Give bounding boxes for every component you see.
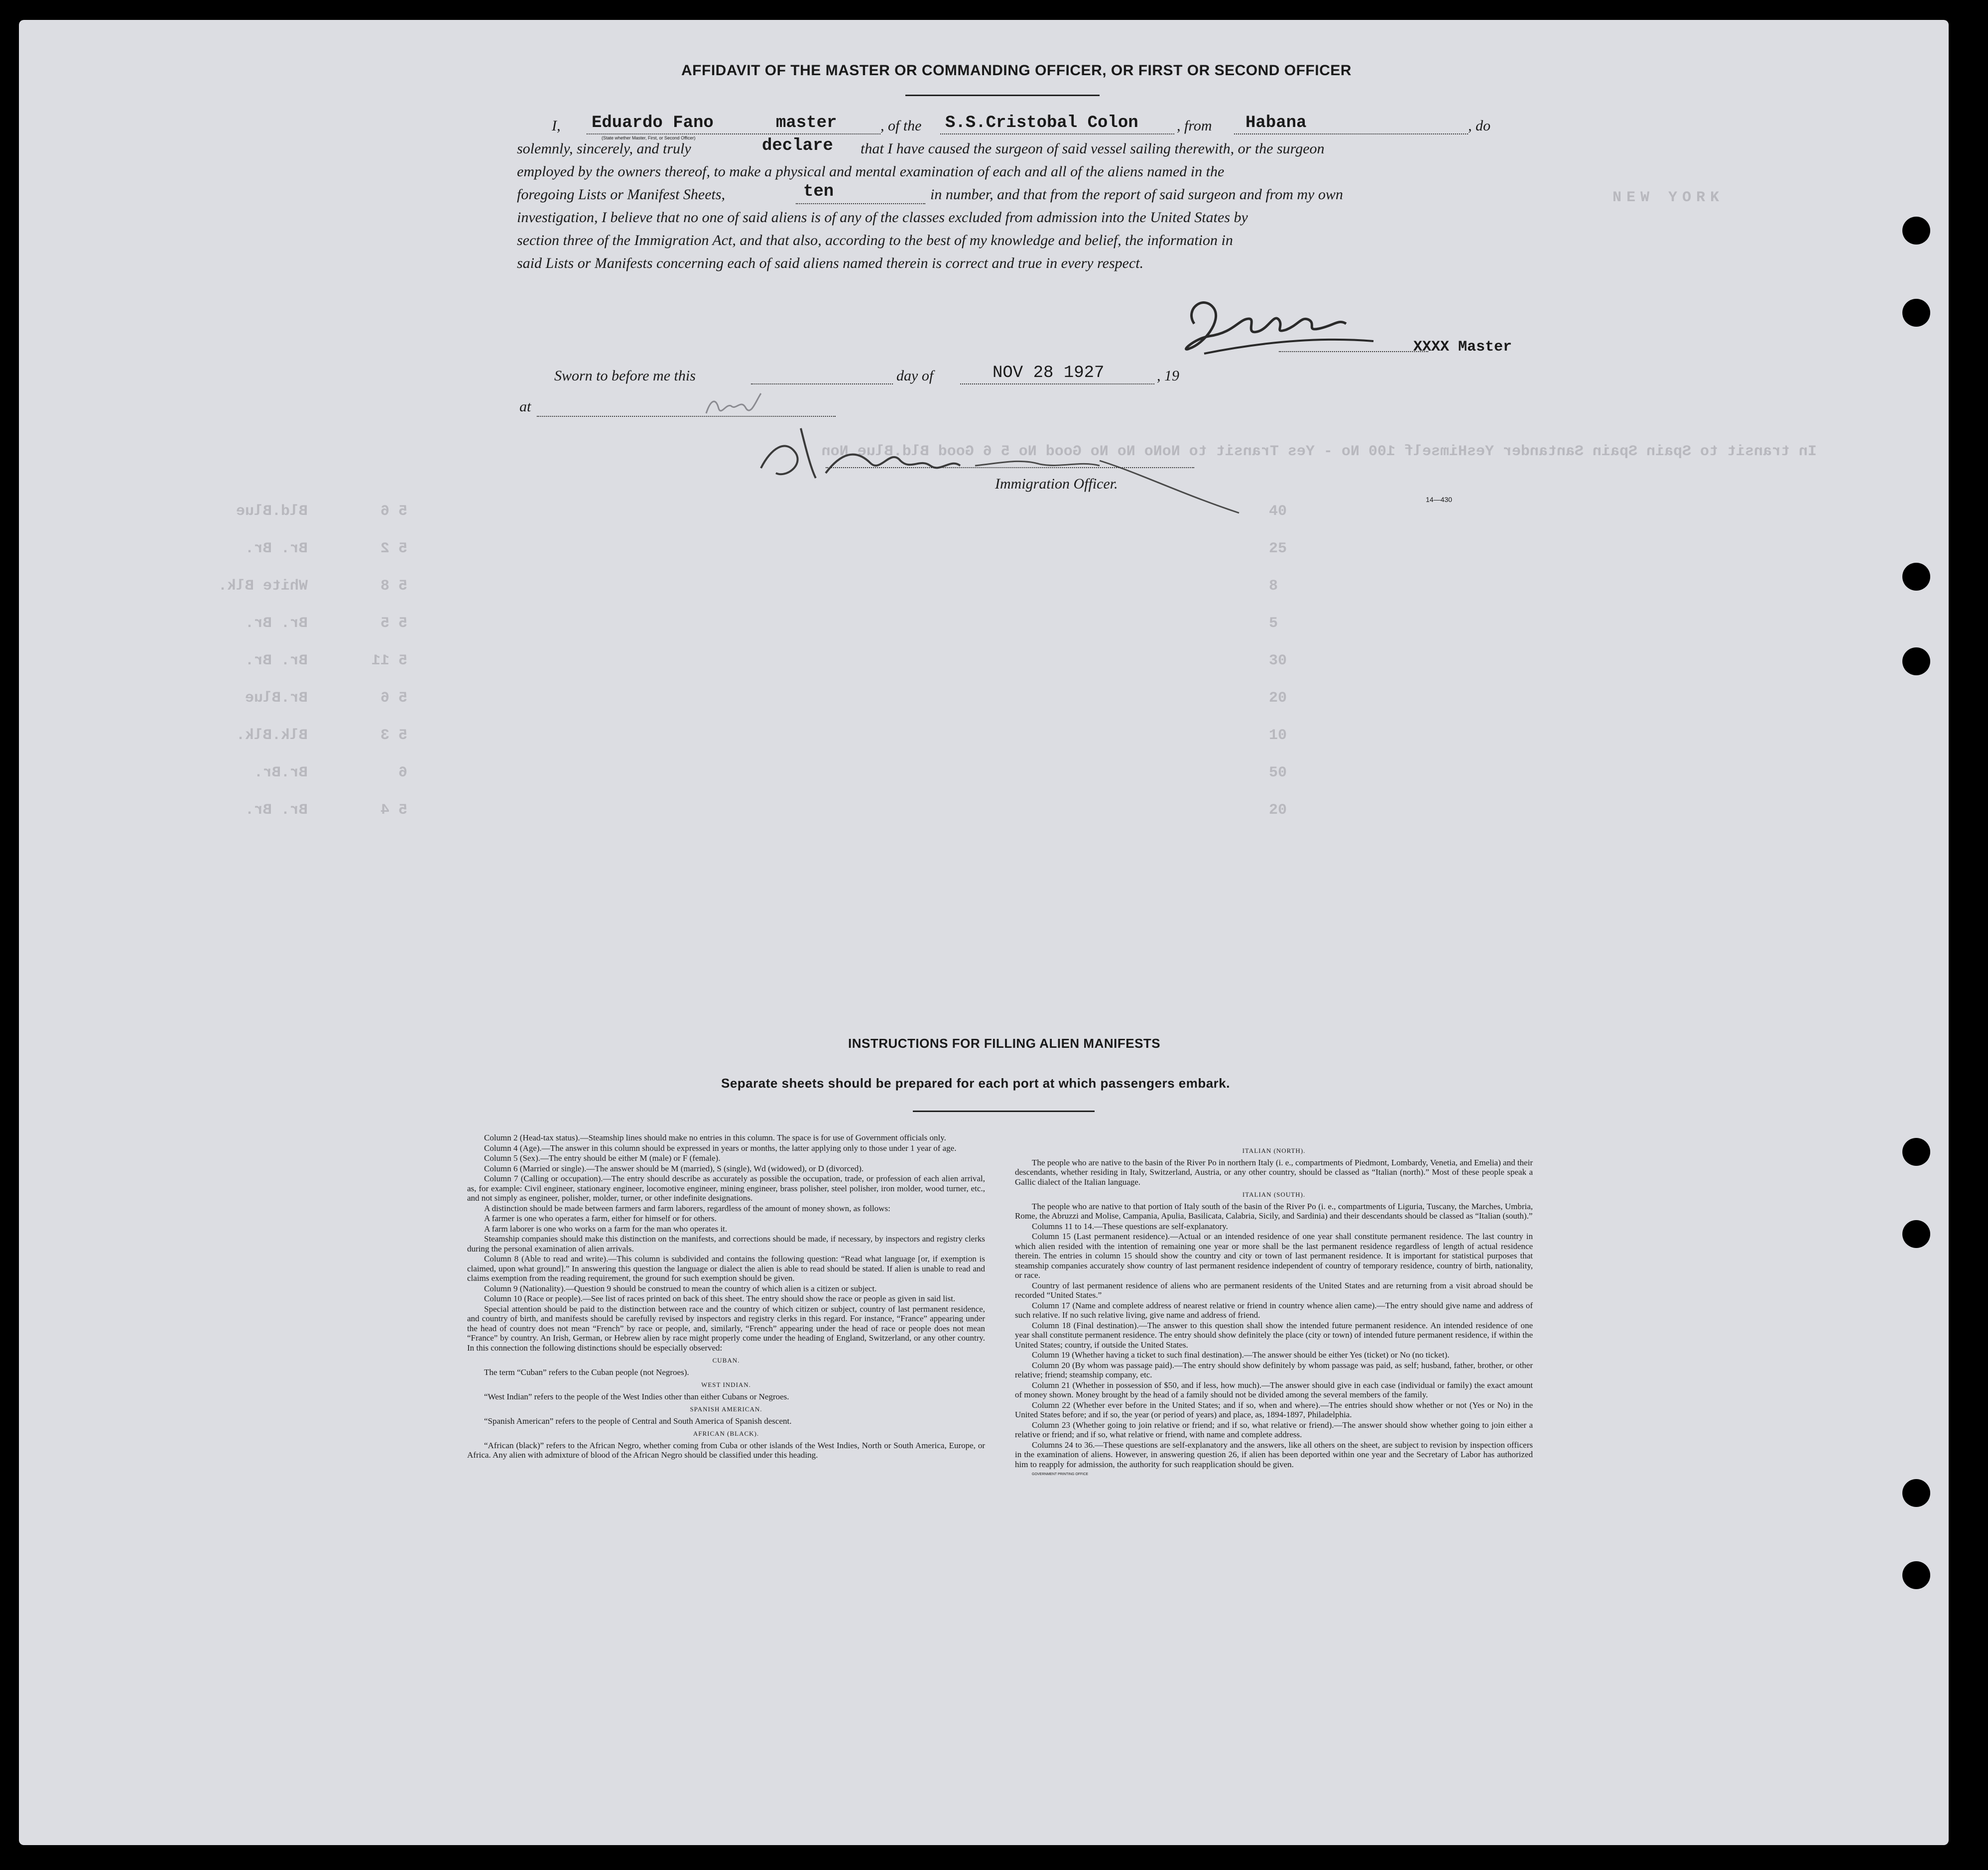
- heading-west-indian: WEST INDIAN.: [701, 1381, 751, 1388]
- def-african: “African (black)” refers to the African Negro, whether coming from Cuba or other islands of the West Indies, North or South America, Europe, or Africa. Any alien with admixture of blood of the African Negro should be classified under this heading.: [467, 1440, 985, 1460]
- instruction-col18: Column 18 (Final destination).—The answer to this question shall show the intended future permanent residence. An intended residence of one year shall constitute permanent residence. The entry should show definitely the place (city or town) of intended future permanent residence, if within the United States; country, if outside the United States.: [1015, 1320, 1533, 1350]
- instruction-col6: Column 6 (Married or single).—The answer should be M (married), S (single), Wd (widowed), or D (divorced).: [484, 1163, 864, 1173]
- instruction-col5: Column 5 (Sex).—The entry should be either M (male) or F (female).: [484, 1153, 721, 1163]
- instructions-divider: [913, 1111, 1095, 1112]
- bleed-row-description: Blk.Blk.: [236, 727, 308, 744]
- instruction-col22: Column 22 (Whether ever before in the United States; and if so, when and where).—The entries should show whether or not (Yes or No) in the United States before; and if so, the year (or period of years) and place, as, 1894-1897, Philadelphia.: [1015, 1400, 1533, 1419]
- from-port: Habana: [1245, 114, 1307, 132]
- bleed-row-number: 50: [1269, 764, 1287, 781]
- bleed-row-description: Br. Br.: [245, 652, 308, 669]
- bleed-header: NEW YORK: [1613, 189, 1725, 206]
- punch-hole: [1902, 1220, 1930, 1248]
- master-signature: [1174, 289, 1383, 364]
- bleed-row-height: 5 2: [380, 540, 407, 557]
- sworn-date-stamp: NOV 28 1927: [993, 364, 1105, 382]
- bleed-row-description: Br. Br.: [245, 615, 308, 632]
- bleed-row-number: 40: [1269, 503, 1287, 520]
- affidavit-line-5: investigation, I believe that no one of said aliens is of any of the classes excluded from admission into the United States by: [517, 209, 1248, 226]
- instruction-col9: Column 9 (Nationality).—Question 9 should be construed to mean the country of which alien is a citizen or subject.: [484, 1283, 877, 1293]
- sheet-count: ten: [803, 182, 834, 201]
- instructions-title: INSTRUCTIONS FOR FILLING ALIEN MANIFESTS: [848, 1036, 1161, 1051]
- immigration-officer-label: Immigration Officer.: [995, 476, 1118, 492]
- instruction-col19: Column 19 (Whether having a ticket to such final destination).—The answer should be either Yes (ticket) or No (no ticket).: [1032, 1350, 1450, 1360]
- instruction-col24-36: Columns 24 to 36.—These questions are self-explanatory and the answers, like all others on the sheet, are subject to revision by inspection officers in the examination of aliens. However, in answering question 26, if alien has been deported within one year and the Secretary of Labor has authorized him to reapply for admission, the authority for such reapplication should be given.: [1015, 1440, 1533, 1469]
- title-divider: [905, 95, 1100, 96]
- instructions-left-column: [467, 1133, 985, 1461]
- sworn-day-line: [751, 383, 893, 384]
- affidavit-line-6: section three of the Immigration Act, and that also, according to the best of my knowledge and belief, the information in: [517, 232, 1233, 249]
- bleed-row-description: Br.Br.: [253, 764, 308, 781]
- instruction-distinction: Steamship companies should make this distinction on the manifests, and corrections should be made, if necessary, by inspectors and registry clerks during the personal examination of alien arrivals.: [467, 1234, 985, 1253]
- affidavit-line-3: employed by the owners thereof, to make a physical and mental examination of each and all of the aliens named in the: [517, 163, 1225, 180]
- def-cuban: The term “Cuban” refers to the Cuban people (not Negroes).: [484, 1367, 689, 1377]
- punch-hole: [1902, 299, 1930, 327]
- instruction-col10: Column 10 (Race or people).—See list of races printed on back of this sheet. The entry should show the race or people as given in said list.: [484, 1294, 956, 1303]
- heading-spanish-american: SPANISH AMERICAN.: [690, 1405, 762, 1413]
- heading-italian-north: ITALIAN (NORTH).: [1242, 1147, 1306, 1154]
- def-spanish-american: “Spanish American” refers to the people of Central and South America of Spanish descent.: [484, 1416, 792, 1426]
- instruction-race-note: Special attention should be paid to the distinction between race and the country of which citizen or subject, country of last permanent residence, and country of birth, and manifests should be carefully revised by inspectors and registry clerks in this regard. For instance, “France” appearing under the head of country does not mean “French” by race or people, and, similarly, “French” appearing under the head of race or people does not mean “France” by country. An Irish, German, or Hebrew alien by race might properly come under the heading of England, Switzerland, or any other country. In this connection the following distinctions should be especially observed:: [467, 1304, 985, 1353]
- form-number: 14—430: [1426, 496, 1452, 503]
- affidavit-line-4b: in number, and that from the report of said surgeon and from my own: [930, 186, 1343, 203]
- bleed-row-description: Br.Blue: [245, 690, 308, 707]
- instruction-us-residents: Country of last permanent residence of aliens who are permanent residents of the United States and are returning from a visit abroad should be recorded “United States.”: [1015, 1280, 1533, 1300]
- instruction-col7: Column 7 (Calling or occupation).—The entry should describe as accurately as possible the occupation, trade, or profession of each alien arrival, as, for example: Civil engineer, stationary engineer, locomotive engineer, mining engineer, brass polisher, steel polisher, iron molder, wood turner, etc., and not simply as engineer, polisher, molder, turner, or other indefinite designations.: [467, 1174, 985, 1203]
- affidavit-line-4a: foregoing Lists or Manifest Sheets,: [517, 186, 726, 203]
- of-the-label: , of the: [880, 118, 922, 134]
- bleed-row-number: 30: [1269, 652, 1287, 669]
- master-label: XXXX Master: [1413, 339, 1512, 356]
- bleed-row-description: White Blk.: [218, 578, 308, 595]
- punch-hole: [1902, 217, 1930, 245]
- punch-hole: [1902, 1138, 1930, 1166]
- manifest-sheet: [19, 20, 1949, 1845]
- bleed-row-height: 5 3: [380, 727, 407, 744]
- punch-hole: [1902, 1561, 1930, 1589]
- affidavit-line-2a: solemnly, sincerely, and truly: [517, 140, 691, 157]
- year-label: , 19: [1157, 368, 1179, 384]
- bleed-row-height: 5 11: [371, 652, 407, 669]
- def-west-indian: “West Indian” refers to the people of the West Indies other than either Cubans or Negroes.: [484, 1391, 789, 1401]
- day-of-label: day of: [896, 368, 934, 384]
- bleed-row-description: Bld.Blue: [236, 503, 308, 520]
- port-line: [1234, 133, 1468, 134]
- instruction-col23: Column 23 (Whether going to join relative or friend; and if so, what relative or friend).—The answer should show whether going to join either a relative or friend; and if so, what relative or friend, with name and complete address.: [1015, 1420, 1533, 1439]
- officer-signature: [741, 418, 1264, 518]
- count-line: [796, 203, 925, 204]
- bleed-row-height: 5 5: [380, 615, 407, 632]
- bleed-row-number: 10: [1269, 727, 1287, 744]
- bleed-row-number: 25: [1269, 540, 1287, 557]
- def-italian-north: The people who are native to the basin of the River Po in northern Italy (i. e., compartments of Piedmont, Lombardy, Venetia, and Emelia) and their descendants, whether residing in Italy, Switzerland, Austria, or any other country, should be classed as “Italian (north).” Most of these people speak a Gallic dialect of the Italian language.: [1015, 1157, 1533, 1187]
- heading-cuban: CUBAN.: [712, 1357, 740, 1364]
- instruction-farmers: A distinction should be made between farmers and farm laborers, regardless of the amount of money shown, as follows:: [484, 1203, 890, 1213]
- affidavit-i: I,: [552, 118, 561, 134]
- bleed-row-description: Br. Br.: [245, 540, 308, 557]
- instruction-col2: Column 2 (Head-tax status).—Steamship lines should make no entries in this column. The space is for use of Government officials only.: [484, 1133, 946, 1142]
- affidavit-line-2b: that I have caused the surgeon of said vessel sailing therewith, or the surgeon: [861, 140, 1325, 157]
- instruction-col20: Column 20 (By whom was passage paid).—The entry should show definitely by whom passage was paid, as self; husband, father, brother, or other relative; friend; steamship company, etc.: [1015, 1360, 1533, 1379]
- heading-african: AFRICAN (BLACK).: [693, 1430, 759, 1437]
- bleed-row-number: 20: [1269, 802, 1287, 819]
- name-line: [587, 133, 880, 134]
- officer-rank: master: [776, 114, 837, 132]
- officer-sign-line: [826, 467, 1194, 468]
- bleed-row-number: 8: [1269, 578, 1278, 595]
- at-label: at: [519, 398, 531, 415]
- instructions-right-column: [1015, 1143, 1533, 1480]
- instruction-farmer-def: A farmer is one who operates a farm, either for himself or for others.: [484, 1214, 717, 1223]
- from-label: , from: [1177, 118, 1212, 134]
- master-sign-line: [1279, 351, 1428, 352]
- punch-hole: [1902, 647, 1930, 675]
- instruction-col15: Column 15 (Last permanent residence).—Actual or an intended residence of one year shall constitute permanent residence. The last country in which alien resided with the intention of remaining one year or more shall be the last permanent residence regardless of length of actual residence therein. The entries in column 15 should show the country and city or town of last permanent residence. It is important for statistical purposes that steamship companies accurately show country of last permanent residence independent of country of temporary residence, country of birth, nationality, or race.: [1015, 1232, 1533, 1280]
- declare-word: declare: [762, 136, 833, 155]
- sworn-month-line: [960, 383, 1154, 384]
- vessel-name: S.S.Cristobal Colon: [945, 114, 1138, 132]
- rank-note: (State whether Master, First, or Second Officer): [602, 135, 696, 140]
- heading-italian-south: ITALIAN (SOUTH).: [1242, 1191, 1306, 1198]
- instruction-col17: Column 17 (Name and complete address of nearest relative or friend in country whence alien came).—The entry should give name and address of such relative. If no such relative living, give name and address of friend.: [1015, 1300, 1533, 1320]
- bleed-row-height: 5 6: [380, 690, 407, 707]
- instruction-col4: Column 4 (Age).—The answer in this column should be expressed in years or months, the latter applying only to those under 1 year of age.: [484, 1143, 957, 1153]
- master-name: Eduardo Fano: [592, 114, 714, 132]
- bleed-row-number: 5: [1269, 615, 1278, 632]
- bleed-row-description: Br. Br.: [245, 802, 308, 819]
- punch-hole: [1902, 563, 1930, 591]
- sworn-label: Sworn to before me this: [554, 368, 696, 384]
- instruction-laborer-def: A farm laborer is one who works on a farm for the man who operates it.: [484, 1224, 728, 1234]
- bleed-row-height: 6: [398, 764, 407, 781]
- bleed-row-height: 5 6: [380, 503, 407, 520]
- printing-office-note: GOVERNMENT PRINTING OFFICE: [1032, 1473, 1089, 1476]
- instruction-col11-14: Columns 11 to 14.—These questions are self-explanatory.: [1032, 1221, 1228, 1231]
- instructions-subtitle: Separate sheets should be prepared for each port at which passengers embark.: [721, 1076, 1230, 1091]
- bleed-row-number: 20: [1269, 690, 1287, 707]
- bleed-row-height: 5 8: [380, 578, 407, 595]
- def-italian-south: The people who are native to that portion of Italy south of the basin of the River Po (i. e., compartments of Liguria, Tuscany, the Marches, Umbria, Rome, the Abruzzi and Molise, Campania, Apulia, Basilicata, Calabria, Sicily, and Sardinia) and their descendants should be classed as “Italian (south).”: [1015, 1201, 1533, 1221]
- affidavit-title: AFFIDAVIT OF THE MASTER OR COMMANDING OFFICER, OR FIRST OR SECOND OFFICER: [681, 62, 1352, 79]
- at-line: [537, 416, 836, 417]
- instruction-col21: Column 21 (Whether in possession of $50, and if less, how much).—The answer should give in each case (individual or family) the exact amount of money shown. Money brought by the head of a family should not be divided among the several members of the family.: [1015, 1380, 1533, 1399]
- do-label: , do: [1468, 118, 1491, 134]
- instruction-col8: Column 8 (Able to read and write).—This column is subdivided and contains the following question: “Read what language [or, if exemption is claimed, upon what ground].” In answering this question the language or dialect the alien is able to read should be stated. If alien is unable to read and claims exemption from the reading requirement, the ground for such exemption should be given.: [467, 1254, 985, 1283]
- bleed-row-height: 5 4: [380, 802, 407, 819]
- affidavit-line-7: said Lists or Manifests concerning each of said aliens named therein is correct and true in every respect.: [517, 255, 1144, 271]
- bleed-row: In transit to Spain Spain Santander YesHimself 100 No - Yes Transit to NoNo No No Good No 5 6 Good Bld.Blue Non: [821, 443, 1817, 460]
- vessel-line: [940, 133, 1174, 134]
- punch-hole: [1902, 1479, 1930, 1507]
